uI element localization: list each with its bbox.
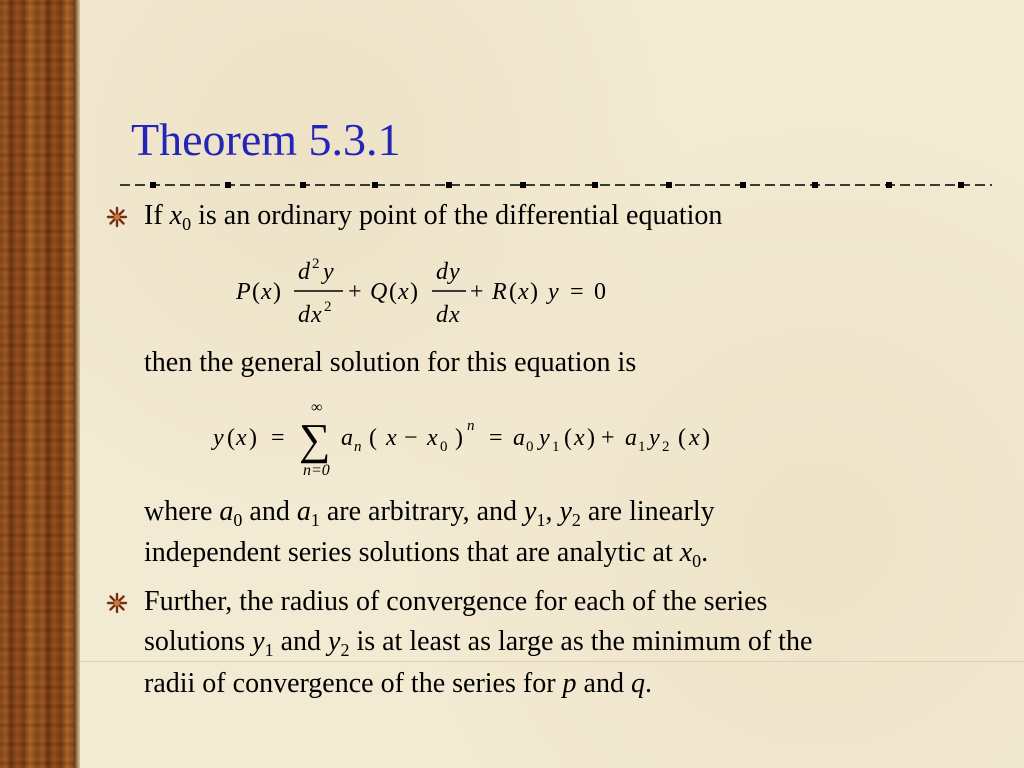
- eq1-exp2: 2: [312, 256, 320, 272]
- eq1-d: d: [298, 259, 310, 285]
- where-line1: [144, 492, 715, 532]
- eq2-sub1: 1: [552, 439, 560, 455]
- eq1-open: (: [389, 279, 397, 305]
- bullet1-text: [144, 196, 722, 236]
- math-var-a: a: [296, 496, 311, 527]
- eq1-x: x: [311, 302, 322, 328]
- bullet2-line3: [144, 664, 652, 704]
- eq1-x: x: [518, 279, 529, 305]
- series-solution-equation: [205, 396, 750, 484]
- math-subscript: 1: [264, 640, 274, 660]
- text-fragment: radii of convergence of the series for: [144, 668, 563, 699]
- eq1-Q: Q: [370, 279, 388, 305]
- eq2-open: (: [678, 425, 686, 451]
- title-divider: [120, 176, 992, 194]
- text-fragment: ,: [545, 496, 560, 527]
- math-subscript: 0: [692, 551, 702, 571]
- text-fragment: are linearly: [580, 496, 715, 527]
- eq2-close: ): [587, 425, 595, 451]
- eq1-open: (: [509, 279, 517, 305]
- math-var-y: y: [252, 626, 265, 657]
- text-fragment: independent series solutions that are analytic at: [144, 537, 680, 568]
- eq2-sub0: 0: [440, 439, 448, 455]
- eq2-plus: +: [601, 425, 615, 451]
- bullet-star-icon: [106, 206, 128, 228]
- eq2-minus: −: [404, 425, 418, 451]
- eq1-zero: 0: [594, 279, 606, 305]
- eq1-close: ): [273, 279, 281, 305]
- math-var-y: y: [559, 496, 572, 527]
- text-fragment: where: [144, 496, 220, 527]
- text-fragment: solutions: [144, 626, 253, 657]
- eq2-sub0: 0: [526, 439, 534, 455]
- eq2-a: a: [513, 425, 525, 451]
- sum-sigma: ∑: [299, 415, 331, 464]
- text-fragment: If: [144, 200, 170, 231]
- text-fragment: is at least as large as the minimum of the: [349, 626, 813, 657]
- eq1-y: y: [323, 259, 334, 285]
- math-subscript: 2: [571, 510, 581, 530]
- math-subscript: 2: [340, 640, 350, 660]
- eq1-d: d: [298, 302, 310, 328]
- eq2-x: x: [386, 425, 397, 451]
- eq1-d: d: [436, 302, 448, 328]
- eq2-close: ): [702, 425, 710, 451]
- eq1-d: d: [436, 259, 448, 285]
- eq1-open: (: [252, 279, 260, 305]
- eq1-close: ): [410, 279, 418, 305]
- text-fragment: .: [644, 668, 652, 699]
- eq2-x: x: [236, 425, 247, 451]
- text-fragment: and: [273, 626, 329, 657]
- math-subscript: 1: [310, 510, 320, 530]
- eq1-P: P: [236, 279, 251, 305]
- eq1-R: R: [492, 279, 507, 305]
- eq2-a: a: [625, 425, 637, 451]
- eq1-plus: +: [348, 279, 362, 305]
- eq2-sum-lower: n=0: [303, 462, 330, 479]
- text-fragment: and: [576, 668, 631, 699]
- eq2-x: x: [574, 425, 585, 451]
- slide-title: Theorem 5.3.1: [131, 114, 401, 165]
- eq1-x: x: [261, 279, 272, 305]
- text-fragment: and: [242, 496, 297, 527]
- eq1-exp2: 2: [324, 299, 332, 315]
- eq1-equals: =: [570, 279, 584, 305]
- eq1-y: y: [548, 279, 559, 305]
- where-line2: [144, 533, 708, 573]
- eq2-a: a: [341, 425, 353, 451]
- eq2-x: x: [427, 425, 438, 451]
- eq2-equals: =: [489, 425, 503, 451]
- differential-equation: [230, 250, 620, 332]
- math-subscript: 0: [182, 214, 192, 234]
- eq2-y: y: [213, 425, 224, 451]
- math-var-p: p: [562, 668, 577, 699]
- math-var-x: x: [169, 200, 183, 231]
- text-fragment: are arbitrary, and: [319, 496, 525, 527]
- eq2-y: y: [539, 425, 550, 451]
- wood-strip: [0, 0, 74, 768]
- then-text: then the general solution for this equation is: [144, 347, 637, 378]
- eq1-plus: +: [470, 279, 484, 305]
- math-var-y: y: [524, 496, 537, 527]
- eq1-close: ): [530, 279, 538, 305]
- eq2-infinity: ∞: [311, 399, 323, 416]
- math-var-q: q: [630, 668, 645, 699]
- eq1-x: x: [449, 302, 460, 328]
- eq2-y: y: [649, 425, 660, 451]
- eq2-exp-n: n: [467, 418, 475, 434]
- bullet-star-icon: [106, 592, 128, 614]
- eq2-sub1: 1: [638, 439, 646, 455]
- eq1-y: y: [449, 259, 460, 285]
- bullet2-line2: [144, 622, 812, 662]
- math-subscript: 0: [233, 510, 243, 530]
- eq2-open: (: [564, 425, 572, 451]
- eq2-sub2: 2: [662, 439, 670, 455]
- eq2-x: x: [689, 425, 700, 451]
- math-var-x: x: [679, 537, 693, 568]
- eq2-sub-n: n: [354, 439, 362, 455]
- eq2-close: ): [249, 425, 257, 451]
- eq2-open: (: [227, 425, 235, 451]
- math-var-a: a: [219, 496, 234, 527]
- eq1-x: x: [398, 279, 409, 305]
- text-fragment: is an ordinary point of the differential equation: [191, 200, 723, 231]
- eq2-equals: =: [271, 425, 285, 451]
- text-fragment: .: [701, 537, 709, 568]
- bullet2-line1: Further, the radius of convergence for each of the series: [144, 586, 768, 617]
- wood-strip-edge: [74, 0, 80, 768]
- eq2-close: ): [455, 425, 463, 451]
- math-subscript: 1: [536, 510, 546, 530]
- eq2-open: (: [369, 425, 377, 451]
- math-var-y: y: [328, 626, 341, 657]
